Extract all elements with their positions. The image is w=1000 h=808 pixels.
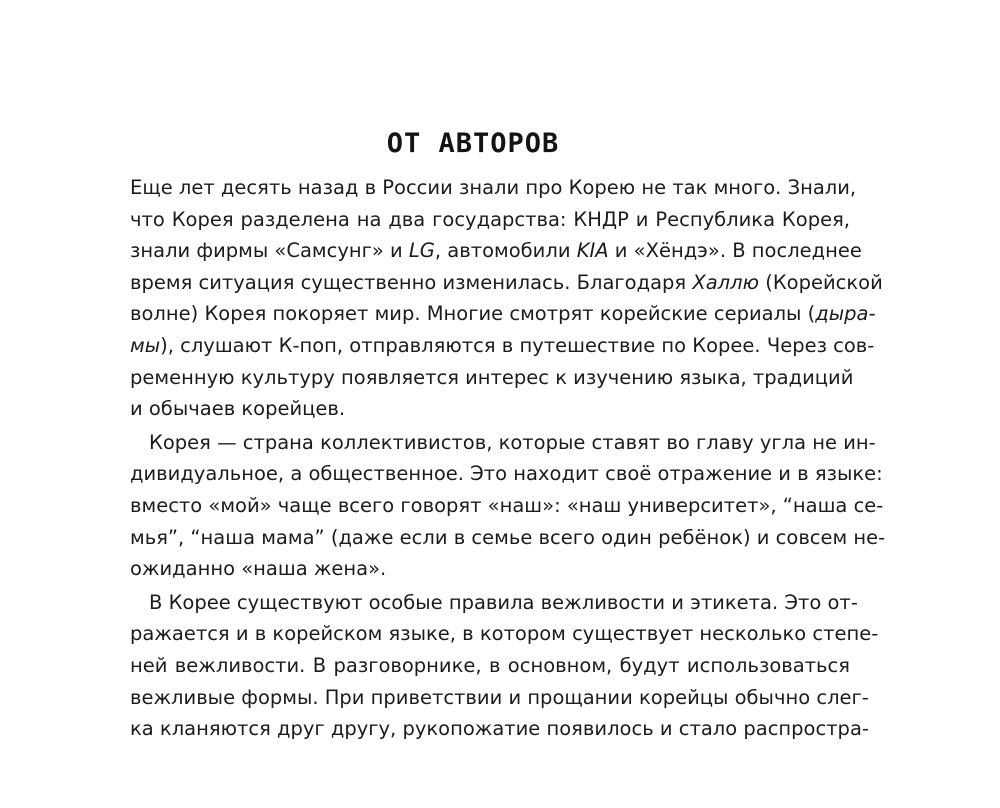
- text-line: [130, 682, 869, 714]
- text-run: Еще лет десять назад в России знали про Корею не так много. Знали,: [130, 176, 857, 199]
- text-run: вежливые формы. При приветствии и прощании корейцы обычно слег-: [130, 685, 869, 709]
- text-run: В Корее существуют особые правила вежливости и этикета. Это от-: [149, 590, 858, 614]
- text-run: вместо «мой» чаще всего говорят «наш»: «наш университет», “наша се-: [130, 493, 884, 517]
- text-run: , автомобили: [434, 239, 577, 263]
- text-line: [130, 490, 884, 522]
- text-run: время ситуация существенно изменилась. Благодаря: [130, 270, 693, 294]
- text-run: ожиданно «наша жена».: [130, 557, 387, 581]
- text-run: дивидуальное, а общественное. Это находит своё отражение и в языке:: [130, 462, 883, 486]
- text-run: волне) Корея покоряет мир. Многие смотрят корейские сериалы (: [130, 302, 816, 326]
- text-line: [130, 330, 875, 362]
- italic-text: LG: [408, 239, 435, 263]
- text-line: [130, 362, 854, 394]
- text-line: [130, 713, 869, 745]
- text-run: мья”, “наша мама” (даже если в семье всего один ребёнок) и совсем не-: [130, 525, 886, 549]
- paragraph: [130, 172, 883, 425]
- italic-text: KIA: [576, 239, 609, 263]
- text-line: [130, 458, 883, 490]
- text-line: [130, 427, 876, 459]
- text-line: [130, 235, 862, 267]
- text-run: ней вежливости. В разговорнике, в основном, будут использоваться: [130, 653, 850, 677]
- chapter-heading: ОТ АВТОРОВ: [386, 128, 560, 159]
- text-line: [130, 172, 857, 204]
- text-run: и «Хёндэ». В последнее: [608, 239, 862, 263]
- text-run: ), слушают К-поп, отправляются в путешествие по Корее. Через сов-: [160, 333, 875, 357]
- text-line: [130, 393, 850, 425]
- text-line: [130, 204, 850, 236]
- text-run: и обычаев корейцев.: [130, 397, 346, 421]
- paragraph: [130, 587, 879, 745]
- italic-text: дыра-: [815, 302, 876, 326]
- italic-text: мы: [130, 333, 161, 357]
- paragraph: [130, 427, 886, 585]
- text-line: [130, 553, 850, 585]
- italic-text: Халлю: [692, 270, 760, 294]
- text-run: ражается и в корейском языке, в котором существует несколько степе-: [130, 622, 879, 646]
- text-run: что Корея разделена на два государства: КНДР и Республика Корея,: [130, 207, 850, 231]
- text-run: ременную культуру появляется интерес к изучению языка, традиций: [130, 365, 854, 389]
- text-run: Корея — страна коллективистов, которые ставят во главу угла не ин-: [149, 430, 876, 454]
- text-line: [130, 298, 876, 330]
- text-line: [130, 618, 879, 650]
- body-text: [130, 172, 886, 745]
- text-run: знали фирмы «Самсунг» и: [130, 239, 409, 263]
- text-line: [130, 522, 886, 554]
- text-line: [130, 267, 883, 299]
- text-run: (Корейской: [759, 270, 883, 294]
- text-line: [130, 587, 858, 619]
- text-line: [130, 650, 850, 682]
- text-run: ка кланяются друг другу, рукопожатие появилось и стало распростра-: [130, 717, 869, 741]
